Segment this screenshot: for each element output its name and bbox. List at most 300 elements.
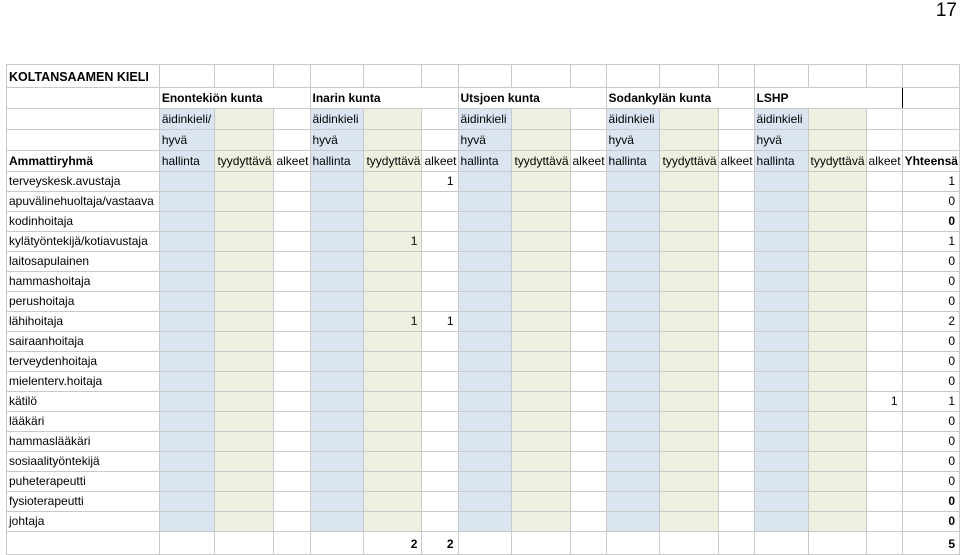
value-cell	[606, 192, 660, 212]
subheader-line1: äidinkieli	[754, 109, 808, 130]
value-cell	[159, 332, 215, 352]
value-cell	[274, 392, 310, 412]
value-cell	[718, 352, 754, 372]
subheader-row-2	[7, 130, 960, 151]
occupation-label: kylätyöntekijä/kotiavustaja	[7, 232, 160, 252]
sum-cell: 2	[422, 532, 458, 555]
value-cell	[512, 192, 570, 212]
value-cell	[808, 232, 866, 252]
value-cell	[512, 332, 570, 352]
value-cell	[364, 512, 422, 532]
value-cell	[274, 472, 310, 492]
value-cell	[215, 352, 274, 372]
municipality-utsjoki: Utsjoen kunta	[458, 88, 606, 109]
value-cell	[422, 212, 458, 232]
subheader-row-3	[7, 151, 960, 172]
value-cell	[215, 432, 274, 452]
table-row	[7, 212, 960, 232]
table-row	[7, 292, 960, 312]
table-title: KOLTANSAAMEN KIELI	[7, 65, 160, 88]
value-cell	[866, 312, 902, 332]
value-cell	[274, 312, 310, 332]
value-cell	[274, 412, 310, 432]
table-row	[7, 452, 960, 472]
value-cell	[718, 392, 754, 412]
value-cell	[364, 272, 422, 292]
sum-cell	[310, 532, 364, 555]
value-cell	[422, 352, 458, 372]
value-cell	[458, 332, 512, 352]
value-cell	[606, 232, 660, 252]
value-cell	[422, 252, 458, 272]
value-cell	[274, 372, 310, 392]
occupation-label: puheterapeutti	[7, 472, 160, 492]
value-cell	[274, 292, 310, 312]
table-row	[7, 252, 960, 272]
value-cell	[754, 172, 808, 192]
row-total: 1	[902, 392, 959, 412]
row-total: 0	[902, 432, 959, 452]
value-cell	[364, 472, 422, 492]
subheader-line1: äidinkieli/	[159, 109, 215, 130]
sum-cell	[458, 532, 512, 555]
row-total: 0	[902, 352, 959, 372]
occupation-label: mielenterv.hoitaja	[7, 372, 160, 392]
table-row	[7, 192, 960, 212]
value-cell	[215, 492, 274, 512]
value-cell	[422, 492, 458, 512]
value-cell	[159, 192, 215, 212]
municipality-lshp: LSHP	[754, 88, 902, 109]
value-cell	[808, 332, 866, 352]
value-cell	[310, 512, 364, 532]
sum-cell	[718, 532, 754, 555]
value-cell	[310, 312, 364, 332]
value-cell	[159, 292, 215, 312]
value-cell	[606, 372, 660, 392]
value-cell	[274, 452, 310, 472]
value-cell: 1	[422, 312, 458, 332]
blank-cell	[902, 88, 959, 109]
row-total: 0	[902, 252, 959, 272]
row-total: 1	[902, 172, 959, 192]
value-cell	[364, 392, 422, 412]
value-cell	[274, 172, 310, 192]
value-cell	[866, 232, 902, 252]
value-cell	[866, 452, 902, 472]
value-cell	[422, 292, 458, 312]
subheader-line3: tyydyttävä	[808, 151, 866, 172]
table-row	[7, 492, 960, 512]
value-cell	[754, 432, 808, 452]
row-total: 0	[902, 272, 959, 292]
subheader-line3: alkeet	[274, 151, 310, 172]
value-cell	[364, 432, 422, 452]
subheader-line3: alkeet	[718, 151, 754, 172]
value-cell	[159, 352, 215, 372]
value-cell	[606, 352, 660, 372]
value-cell	[458, 252, 512, 272]
value-cell	[660, 272, 718, 292]
row-total: 0	[902, 412, 959, 432]
value-cell	[215, 232, 274, 252]
value-cell	[808, 492, 866, 512]
value-cell	[866, 252, 902, 272]
value-cell	[512, 392, 570, 412]
occupation-label: johtaja	[7, 512, 160, 532]
sum-cell	[570, 532, 606, 555]
value-cell	[512, 292, 570, 312]
value-cell	[718, 312, 754, 332]
value-cell	[606, 272, 660, 292]
value-cell	[866, 332, 902, 352]
value-cell	[458, 412, 512, 432]
subheader-line3: tyydyttävä	[364, 151, 422, 172]
sum-cell	[606, 532, 660, 555]
value-cell	[364, 252, 422, 272]
value-cell	[458, 312, 512, 332]
municipality-enontekio: Enontekiön kunta	[159, 88, 310, 109]
sum-cell	[754, 532, 808, 555]
value-cell	[754, 372, 808, 392]
value-cell	[159, 252, 215, 272]
sum-cell	[866, 532, 902, 555]
value-cell	[808, 372, 866, 392]
sum-cell	[808, 532, 866, 555]
value-cell: 1	[866, 392, 902, 412]
row-total: 0	[902, 492, 959, 512]
value-cell	[718, 412, 754, 432]
value-cell	[606, 392, 660, 412]
table-row	[7, 352, 960, 372]
value-cell	[718, 472, 754, 492]
value-cell	[310, 372, 364, 392]
value-cell	[808, 192, 866, 212]
value-cell	[660, 292, 718, 312]
subheader-line3: hallinta	[754, 151, 808, 172]
table-row	[7, 332, 960, 352]
subheader-line3: alkeet	[422, 151, 458, 172]
sum-cell	[660, 532, 718, 555]
value-cell	[606, 332, 660, 352]
value-cell	[606, 472, 660, 492]
value-cell	[159, 172, 215, 192]
value-cell	[570, 452, 606, 472]
value-cell	[660, 412, 718, 432]
value-cell	[512, 372, 570, 392]
value-cell	[310, 392, 364, 412]
value-cell	[458, 292, 512, 312]
subheader-line3: alkeet	[866, 151, 902, 172]
value-cell	[215, 292, 274, 312]
value-cell	[159, 392, 215, 412]
value-cell	[754, 472, 808, 492]
grand-total: 5	[902, 532, 959, 555]
value-cell	[512, 352, 570, 372]
value-cell	[512, 452, 570, 472]
value-cell	[458, 472, 512, 492]
subheader-line3: hallinta	[458, 151, 512, 172]
value-cell	[570, 472, 606, 492]
value-cell	[512, 212, 570, 232]
value-cell	[458, 192, 512, 212]
subheader-line3: hallinta	[159, 151, 215, 172]
value-cell	[310, 212, 364, 232]
value-cell	[718, 272, 754, 292]
value-cell	[274, 432, 310, 452]
value-cell	[422, 412, 458, 432]
value-cell	[866, 472, 902, 492]
value-cell	[364, 292, 422, 312]
value-cell	[718, 232, 754, 252]
value-cell	[364, 412, 422, 432]
page-number: 17	[935, 0, 957, 21]
value-cell	[422, 472, 458, 492]
value-cell	[310, 492, 364, 512]
value-cell	[458, 512, 512, 532]
value-cell	[866, 492, 902, 512]
value-cell	[458, 492, 512, 512]
occupation-language-table	[6, 64, 960, 555]
value-cell	[215, 172, 274, 192]
value-cell	[866, 512, 902, 532]
value-cell	[570, 272, 606, 292]
value-cell	[754, 252, 808, 272]
sum-cell	[512, 532, 570, 555]
value-cell	[808, 512, 866, 532]
value-cell	[310, 452, 364, 472]
value-cell	[570, 172, 606, 192]
value-cell	[458, 172, 512, 192]
row-total: 0	[902, 332, 959, 352]
value-cell	[159, 272, 215, 292]
value-cell	[310, 292, 364, 312]
value-cell	[606, 212, 660, 232]
value-cell	[754, 492, 808, 512]
value-cell	[422, 452, 458, 472]
subheader-line1: äidinkieli	[458, 109, 512, 130]
total-header: Yhteensä	[902, 151, 959, 172]
value-cell	[866, 412, 902, 432]
value-cell	[570, 412, 606, 432]
table-row	[7, 272, 960, 292]
value-cell	[718, 332, 754, 352]
value-cell	[310, 472, 364, 492]
occupation-label: kodinhoitaja	[7, 212, 160, 232]
value-cell	[159, 512, 215, 532]
value-cell	[660, 172, 718, 192]
value-cell	[458, 372, 512, 392]
occupation-label: terveyskesk.avustaja	[7, 172, 160, 192]
value-cell	[422, 232, 458, 252]
table-row	[7, 312, 960, 332]
value-cell	[512, 272, 570, 292]
value-cell	[570, 332, 606, 352]
value-cell	[512, 172, 570, 192]
value-cell	[754, 412, 808, 432]
value-cell	[310, 352, 364, 372]
value-cell	[310, 432, 364, 452]
value-cell	[458, 452, 512, 472]
subheader-row-1	[7, 109, 960, 130]
value-cell	[570, 492, 606, 512]
row-total: 1	[902, 232, 959, 252]
value-cell	[606, 412, 660, 432]
value-cell	[808, 272, 866, 292]
value-cell	[866, 352, 902, 372]
value-cell	[215, 392, 274, 412]
value-cell	[215, 452, 274, 472]
value-cell	[310, 332, 364, 352]
value-cell	[808, 472, 866, 492]
value-cell	[606, 452, 660, 472]
occupation-label: terveydenhoitaja	[7, 352, 160, 372]
occupation-label: lääkäri	[7, 412, 160, 432]
table-row	[7, 512, 960, 532]
municipality-inari: Inarin kunta	[310, 88, 458, 109]
value-cell	[718, 492, 754, 512]
value-cell	[660, 372, 718, 392]
value-cell	[808, 352, 866, 372]
value-cell	[808, 432, 866, 452]
value-cell	[606, 312, 660, 332]
value-cell	[422, 332, 458, 352]
occupation-label: laitosapulainen	[7, 252, 160, 272]
value-cell	[718, 512, 754, 532]
value-cell	[606, 292, 660, 312]
value-cell	[215, 192, 274, 212]
subheader-line3: tyydyttävä	[215, 151, 274, 172]
value-cell	[215, 472, 274, 492]
value-cell	[718, 192, 754, 212]
value-cell	[215, 312, 274, 332]
value-cell	[606, 432, 660, 452]
row-total: 0	[902, 372, 959, 392]
value-cell	[866, 272, 902, 292]
subheader-line3: tyydyttävä	[512, 151, 570, 172]
value-cell	[866, 172, 902, 192]
value-cell	[512, 512, 570, 532]
value-cell	[422, 432, 458, 452]
value-cell	[274, 232, 310, 252]
value-cell	[274, 512, 310, 532]
subheader-line3: tyydyttävä	[660, 151, 718, 172]
sum-cell	[274, 532, 310, 555]
value-cell	[660, 452, 718, 472]
value-cell	[512, 412, 570, 432]
occupation-label: fysioterapeutti	[7, 492, 160, 512]
value-cell: 1	[364, 232, 422, 252]
value-cell	[570, 192, 606, 212]
value-cell	[215, 332, 274, 352]
value-cell	[866, 292, 902, 312]
row-total: 0	[902, 292, 959, 312]
value-cell	[570, 212, 606, 232]
value-cell	[866, 192, 902, 212]
value-cell	[660, 492, 718, 512]
occupation-label: kätilö	[7, 392, 160, 412]
value-cell: 1	[422, 172, 458, 192]
value-cell	[606, 492, 660, 512]
value-cell	[512, 492, 570, 512]
value-cell	[215, 412, 274, 432]
value-cell	[310, 412, 364, 432]
value-cell	[808, 392, 866, 412]
value-cell	[570, 352, 606, 372]
value-cell	[718, 212, 754, 232]
value-cell	[364, 212, 422, 232]
value-cell	[660, 192, 718, 212]
value-cell	[215, 212, 274, 232]
title-row	[7, 65, 960, 88]
value-cell	[159, 212, 215, 232]
value-cell	[570, 292, 606, 312]
subheader-line1: äidinkieli	[606, 109, 660, 130]
value-cell	[606, 512, 660, 532]
subheader-line2: hyvä	[606, 130, 660, 151]
value-cell	[808, 312, 866, 332]
value-cell	[274, 212, 310, 232]
value-cell	[422, 512, 458, 532]
value-cell	[215, 372, 274, 392]
value-cell	[422, 192, 458, 212]
table-row	[7, 232, 960, 252]
value-cell	[660, 312, 718, 332]
value-cell	[458, 432, 512, 452]
value-cell	[754, 352, 808, 372]
subheader-line2: hyvä	[159, 130, 215, 151]
subheader-line3: alkeet	[570, 151, 606, 172]
blank-cell	[7, 88, 160, 109]
value-cell	[512, 472, 570, 492]
value-cell	[310, 272, 364, 292]
value-cell	[274, 252, 310, 272]
value-cell	[808, 452, 866, 472]
value-cell	[754, 272, 808, 292]
value-cell	[364, 332, 422, 352]
value-cell	[660, 252, 718, 272]
subheader-line3: hallinta	[310, 151, 364, 172]
value-cell	[606, 252, 660, 272]
value-cell	[660, 352, 718, 372]
sum-cell	[215, 532, 274, 555]
value-cell	[570, 312, 606, 332]
value-cell	[754, 292, 808, 312]
value-cell	[274, 492, 310, 512]
value-cell	[215, 512, 274, 532]
value-cell	[512, 312, 570, 332]
value-cell	[808, 292, 866, 312]
value-cell	[660, 332, 718, 352]
occupation-label: perushoitaja	[7, 292, 160, 312]
value-cell	[159, 412, 215, 432]
table-row	[7, 372, 960, 392]
table-row	[7, 172, 960, 192]
value-cell	[570, 512, 606, 532]
value-cell	[570, 432, 606, 452]
occupation-label: hammashoitaja	[7, 272, 160, 292]
value-cell	[215, 272, 274, 292]
value-cell	[159, 372, 215, 392]
value-cell	[364, 192, 422, 212]
value-cell	[458, 232, 512, 252]
value-cell	[754, 232, 808, 252]
row-total: 0	[902, 512, 959, 532]
value-cell	[274, 192, 310, 212]
value-cell	[866, 432, 902, 452]
value-cell	[274, 332, 310, 352]
value-cell	[660, 212, 718, 232]
